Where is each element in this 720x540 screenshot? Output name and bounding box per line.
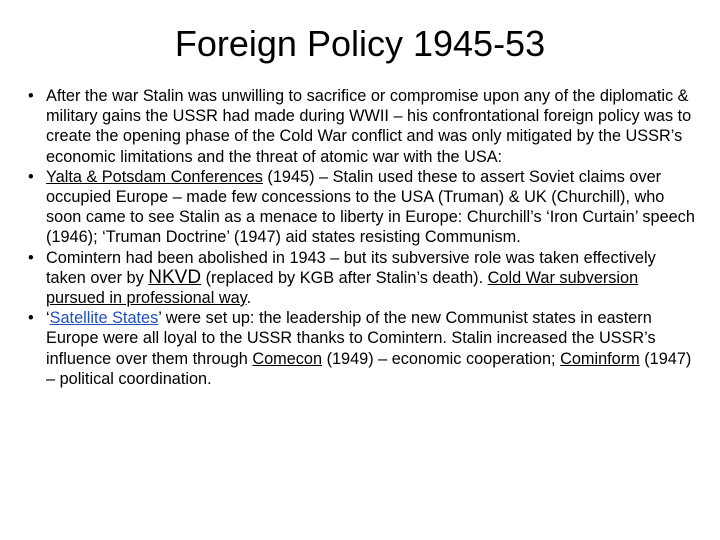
satellite-states-link[interactable]: Satellite States [49, 309, 159, 328]
bullet-text: ‘ [46, 309, 50, 328]
comecon-link[interactable]: Comecon [252, 349, 323, 368]
slide-title: Foreign Policy 1945-53 [174, 23, 546, 64]
bullet-item [28, 248, 700, 309]
bullet-icon: • [28, 87, 34, 105]
bullet-text: After the war Stalin was unwilling to sacrifice or compromise upon any of the diplomatic & military gains the USSR had made during WWII – his confrontational foreign policy was to create the opening phase of the Cold War conflict and was only mitigated by the USSR’s economic limitations and the threat of atomic war with the USA: [46, 87, 692, 166]
bullet-icon: • [28, 167, 34, 186]
bullet-icon: • [28, 309, 34, 328]
bullet-item [28, 86, 700, 167]
nkvd-link[interactable]: NKVD [148, 266, 202, 288]
subversion-underlined-text: Cold War subversion pursued in professional way [46, 268, 639, 308]
bullet-text: ’ were set up: the leadership of the new Communist states in eastern Europe were all loyal to the USSR thanks to Comintern. Stalin increased the USSR’s influence over them through [46, 309, 656, 368]
bullet-text: (1947) – political coordination. [46, 349, 692, 388]
bullet-item [28, 308, 700, 389]
bullet-text: Comintern had been abolished in 1943 – but its subversive role was taken effectively taken over by [46, 248, 656, 287]
bullet-list [28, 86, 700, 389]
bullet-icon: • [28, 248, 34, 267]
bullet-text: (replaced by KGB after Stalin’s death). [201, 268, 488, 287]
cominform-link[interactable]: Cominform [560, 349, 640, 368]
yalta-potsdam-link[interactable]: Yalta & Potsdam Conferences [46, 167, 263, 186]
bullet-text: . [246, 289, 252, 308]
bullet-item [28, 167, 700, 248]
bullet-text: (1945) – Stalin used these to assert Soviet claims over occupied Europe – made few concessions to the USA (Truman) & UK (Churchill), who soon came to see Stalin as a menace to liberty in Europe: Churchill’s ‘Iron Curtain’ speech (1946); ‘Truman Doctrine’ (1947) aid states resisting Communism. [46, 167, 695, 247]
bullet-text: (1949) – economic cooperation; [322, 349, 561, 368]
